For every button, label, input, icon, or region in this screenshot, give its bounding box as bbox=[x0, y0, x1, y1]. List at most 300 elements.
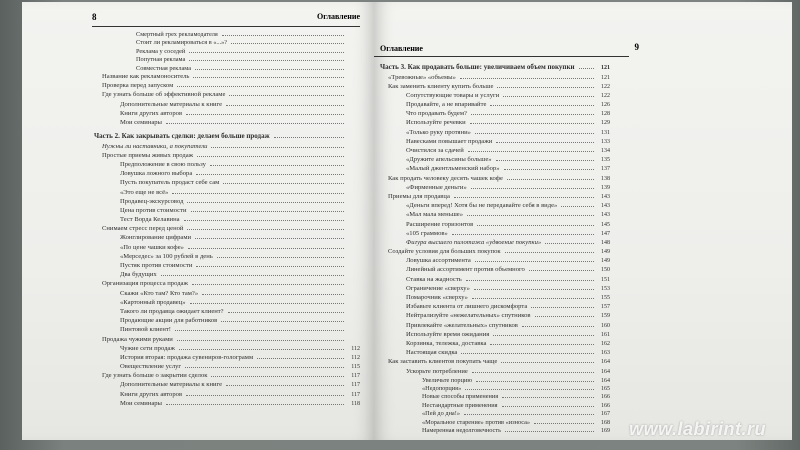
toc-entry bbox=[94, 307, 360, 316]
toc-entry-title: Пусть покупатель продаст себе сам bbox=[120, 179, 220, 187]
toc-entry-title: Нужны ли наставники, а покупатели bbox=[102, 142, 208, 150]
toc-entry-title: Нестандартные применения bbox=[422, 401, 498, 409]
toc-entry-title: Книги других авторов bbox=[120, 390, 183, 398]
toc-entry-page: 147 bbox=[601, 230, 610, 237]
toc-entry bbox=[380, 330, 610, 339]
toc-entry-title: Дополнительные материалы к книге bbox=[120, 100, 223, 108]
toc-entry-page: 148 bbox=[601, 239, 610, 246]
toc-entry-title: «Недопорция» bbox=[422, 385, 462, 393]
toc-entry bbox=[94, 270, 360, 279]
toc-entry-page: 166 bbox=[601, 402, 610, 409]
dot-leader bbox=[452, 229, 594, 235]
toc-entry-title: Чужие сети продаж bbox=[120, 344, 175, 352]
toc-entry-title: Такого ли продавца ожидает клиент? bbox=[120, 307, 224, 315]
toc-entry bbox=[94, 47, 360, 55]
dot-leader bbox=[474, 284, 594, 290]
toc-entry-page: 112 bbox=[351, 345, 360, 352]
toc-entry-title: Избавьте клиента от лишнего дискомфорта bbox=[406, 303, 528, 311]
toc-entry bbox=[94, 380, 360, 389]
toc-entry-page: 143 bbox=[601, 203, 610, 210]
toc-entry-title: «Фирменные деньги» bbox=[406, 183, 467, 191]
right-page-number: 9 bbox=[634, 42, 639, 52]
dot-leader bbox=[187, 224, 344, 230]
toc-entry bbox=[94, 224, 360, 233]
toc-entry bbox=[380, 192, 610, 201]
dot-leader bbox=[193, 72, 344, 78]
dot-leader bbox=[454, 192, 594, 198]
dot-leader bbox=[186, 109, 344, 115]
left-page-header bbox=[92, 12, 360, 27]
dot-leader bbox=[166, 118, 344, 124]
toc-entry-title: «Пей до дна!» bbox=[422, 410, 460, 418]
toc-entry-title: Предположение в свою пользу bbox=[120, 160, 206, 168]
toc-entry bbox=[380, 384, 610, 392]
toc-entry-page: 169 bbox=[601, 428, 610, 435]
dot-leader bbox=[177, 335, 344, 341]
toc-entry bbox=[94, 261, 360, 270]
toc-entry-page: 122 bbox=[601, 92, 610, 99]
toc-entry bbox=[380, 146, 610, 155]
dot-leader bbox=[477, 220, 594, 226]
toc-entry bbox=[94, 118, 360, 127]
toc-entry-title: Создайте условия для больших покупок bbox=[388, 248, 501, 256]
toc-entry-title: Организация процесса продаж bbox=[102, 280, 189, 288]
toc-entry-title: Как заменить клиенту купить больше bbox=[388, 82, 494, 90]
toc-entry-title: Два будущих bbox=[120, 271, 157, 279]
toc-entry-page: 117 bbox=[351, 382, 360, 389]
toc-entry bbox=[380, 91, 610, 100]
toc-entry bbox=[380, 247, 610, 256]
dot-leader bbox=[461, 348, 594, 354]
toc-entry bbox=[94, 362, 360, 371]
toc-entry bbox=[94, 72, 360, 81]
dot-leader bbox=[229, 90, 344, 96]
dot-leader bbox=[561, 201, 594, 207]
toc-entry bbox=[380, 256, 610, 265]
toc-entry-title: Снимаем стресс перед ценой bbox=[102, 225, 184, 233]
toc-entry-page: 126 bbox=[601, 102, 610, 109]
dot-leader bbox=[210, 160, 344, 166]
dot-leader bbox=[184, 215, 344, 221]
toc-entry bbox=[380, 284, 610, 293]
dot-leader bbox=[175, 325, 344, 331]
toc-entry bbox=[94, 30, 360, 38]
dot-leader bbox=[496, 155, 594, 161]
toc-entry bbox=[94, 109, 360, 118]
dot-leader bbox=[579, 63, 594, 69]
dot-leader bbox=[470, 118, 594, 124]
toc-entry-page: 161 bbox=[601, 331, 610, 338]
toc-entry-page: 159 bbox=[601, 313, 610, 320]
toc-entry bbox=[94, 151, 360, 160]
toc-entry bbox=[380, 339, 610, 348]
toc-entry-page: 134 bbox=[601, 148, 610, 154]
dot-leader bbox=[529, 265, 594, 271]
toc-entry bbox=[380, 418, 610, 426]
toc-entry-title: «Только руку протяни» bbox=[406, 128, 471, 136]
toc-entry-title: Привлекайте «желательных» спутников bbox=[406, 321, 518, 329]
dot-leader bbox=[507, 174, 594, 180]
toc-entry bbox=[94, 335, 360, 344]
dot-leader bbox=[221, 316, 344, 322]
dot-leader bbox=[502, 401, 594, 407]
toc-entry-page: 150 bbox=[601, 267, 610, 274]
toc-entry bbox=[380, 229, 610, 238]
dot-leader bbox=[179, 344, 344, 350]
dot-leader bbox=[476, 376, 594, 382]
dot-leader bbox=[186, 390, 344, 396]
toc-entry-title: Где узнать больше об эффективной рекламе bbox=[102, 91, 226, 99]
toc-entry bbox=[380, 293, 610, 302]
dot-leader bbox=[223, 178, 344, 184]
toc-entry-title: Что продавать будем? bbox=[406, 110, 467, 118]
dot-leader bbox=[197, 151, 344, 157]
toc-entry-title: Ставка на жадность bbox=[406, 275, 462, 283]
toc-entry-title: Пинтовой клиент! bbox=[120, 326, 172, 334]
toc-entry bbox=[94, 390, 360, 399]
dot-leader bbox=[231, 38, 344, 44]
toc-entry-page: 115 bbox=[351, 364, 360, 371]
toc-entry bbox=[380, 118, 610, 127]
toc-entry-title: Ограничение «сверху» bbox=[406, 284, 470, 292]
toc-entry bbox=[94, 371, 360, 380]
toc-entry bbox=[94, 325, 360, 334]
toc-entry-title: Проверка перед запуском bbox=[102, 82, 174, 90]
toc-entry bbox=[380, 348, 610, 357]
dot-leader bbox=[211, 142, 344, 148]
toc-entry bbox=[94, 353, 360, 362]
dot-leader bbox=[191, 206, 344, 212]
dot-leader bbox=[472, 367, 594, 373]
dot-leader bbox=[172, 188, 344, 194]
toc-entry-title: Ловушка ложного выбора bbox=[120, 170, 193, 178]
toc-entry-page: 129 bbox=[601, 120, 610, 127]
right-toc bbox=[380, 58, 610, 434]
toc-entry-page: 166 bbox=[601, 394, 610, 401]
toc-entry bbox=[94, 100, 360, 109]
toc-entry-title: Продажа чужими руками bbox=[102, 335, 173, 343]
toc-entry bbox=[380, 62, 610, 73]
toc-entry-page: 149 bbox=[601, 249, 610, 256]
dot-leader bbox=[531, 302, 594, 308]
toc-entry-title: Ускорьте потребление bbox=[406, 367, 468, 375]
open-book bbox=[22, 2, 792, 440]
toc-entry bbox=[94, 160, 360, 169]
toc-entry-title: Фигура высшего пилотажа «удвоение покупки» bbox=[406, 238, 542, 246]
toc-entry-title: «Деньги вперед! Хотя бы не передавайте себя в виде» bbox=[406, 202, 558, 210]
toc-entry-title: «По цене чашки кофе» bbox=[120, 243, 184, 251]
toc-entry-page: 139 bbox=[601, 184, 610, 191]
toc-entry-title: Как продать человеку десять чашек кофе bbox=[388, 174, 503, 182]
dot-leader bbox=[471, 183, 594, 189]
toc-entry bbox=[94, 279, 360, 288]
left-running-head: Оглавление bbox=[317, 12, 360, 21]
toc-entry-title: Жонглирование цифрами bbox=[120, 234, 192, 242]
toc-entry bbox=[94, 289, 360, 298]
toc-entry bbox=[380, 426, 610, 434]
right-page-header bbox=[374, 42, 639, 57]
toc-entry bbox=[380, 238, 610, 247]
toc-entry-title: Помарочник «сверху» bbox=[406, 294, 468, 301]
toc-entry bbox=[94, 64, 360, 72]
toc-entry bbox=[380, 155, 610, 164]
toc-entry-page: 143 bbox=[601, 212, 610, 219]
left-toc bbox=[94, 30, 360, 408]
toc-entry bbox=[94, 298, 360, 307]
toc-entry-title: Навесками повышает продажи bbox=[406, 137, 493, 145]
toc-entry-title: «Моральное старение» против «износа» bbox=[422, 418, 531, 426]
toc-entry-title: Как заставить клиентов покупать чаще bbox=[388, 358, 498, 366]
dot-leader bbox=[522, 321, 594, 327]
toc-entry-page: 168 bbox=[601, 419, 610, 426]
toc-entry bbox=[380, 137, 610, 146]
toc-entry-page: 117 bbox=[351, 373, 360, 380]
dot-leader bbox=[502, 392, 594, 398]
dot-leader bbox=[466, 275, 594, 281]
toc-entry-title: Увеличьте порцию bbox=[422, 376, 473, 384]
dot-leader bbox=[189, 55, 344, 61]
dot-leader bbox=[505, 426, 594, 432]
toc-entry-page: 143 bbox=[601, 193, 610, 200]
dot-leader bbox=[471, 109, 594, 115]
dot-leader bbox=[497, 82, 594, 88]
toc-entry bbox=[380, 392, 610, 400]
toc-entry bbox=[380, 265, 610, 274]
toc-entry-title: Новые способы применения bbox=[422, 393, 499, 401]
dot-leader bbox=[196, 261, 344, 267]
dot-leader bbox=[468, 146, 594, 152]
toc-entry-title: Тест Ворда Келавина bbox=[120, 216, 180, 224]
toc-entry-title: Продающие акции для работников bbox=[120, 317, 218, 325]
toc-entry bbox=[94, 243, 360, 252]
toc-entry-title: Скажи «Кто там? Кто там?» bbox=[120, 289, 199, 297]
toc-entry-page: 162 bbox=[601, 340, 610, 347]
toc-entry-title: Где узнать больше о закрытии сделок bbox=[102, 372, 208, 380]
dot-leader bbox=[161, 270, 344, 276]
toc-entry-page: 138 bbox=[601, 175, 610, 182]
dot-leader bbox=[490, 339, 594, 345]
dot-leader bbox=[226, 380, 344, 386]
toc-entry-title: «Тревожные» «объемы» bbox=[388, 73, 456, 81]
toc-entry-page: 133 bbox=[601, 138, 610, 145]
watermark-logo: www.labirint.ru bbox=[629, 419, 766, 439]
toc-entry-page: 153 bbox=[601, 285, 610, 292]
toc-entry-title: «105 граммов» bbox=[406, 229, 448, 237]
dot-leader bbox=[545, 238, 594, 244]
toc-entry-title: «Малый джентльменский набор» bbox=[406, 165, 500, 173]
toc-entry-page: 121 bbox=[601, 65, 610, 71]
toc-entry-title: Книги других авторов bbox=[120, 109, 183, 117]
toc-entry-page: 112 bbox=[351, 354, 360, 361]
toc-entry-page: 118 bbox=[351, 400, 360, 407]
dot-leader bbox=[503, 91, 594, 97]
dot-leader bbox=[467, 210, 594, 216]
dot-leader bbox=[490, 100, 594, 106]
toc-entry-page: 164 bbox=[601, 368, 610, 375]
toc-entry bbox=[380, 210, 610, 219]
toc-entry-title: История вторая: продажа сувениров-голограмм bbox=[120, 353, 254, 361]
toc-entry-title: Смертный грех рекламодателя bbox=[136, 31, 218, 38]
dot-leader bbox=[534, 418, 594, 424]
dot-leader bbox=[496, 137, 594, 143]
toc-entry-page: 149 bbox=[601, 258, 610, 265]
toc-entry-title: Ловушка ассортимента bbox=[406, 257, 471, 265]
toc-entry bbox=[380, 109, 610, 118]
dot-leader bbox=[190, 298, 344, 304]
toc-entry-title: Часть 3. Как продавать больше: увеличиваем объем покупки bbox=[380, 63, 575, 71]
left-page-number: 8 bbox=[92, 12, 97, 22]
toc-entry-title: «Дружите апельсины больше» bbox=[406, 156, 492, 164]
toc-entry bbox=[380, 201, 610, 210]
toc-entry-page: 128 bbox=[601, 111, 610, 118]
toc-entry bbox=[94, 206, 360, 215]
toc-entry bbox=[94, 252, 360, 261]
dot-leader bbox=[202, 289, 344, 295]
dot-leader bbox=[222, 30, 344, 36]
toc-entry-title: Совместная реклама bbox=[136, 64, 192, 72]
toc-entry bbox=[380, 401, 610, 409]
toc-entry-title: Цена против стоимости bbox=[120, 206, 187, 214]
toc-entry bbox=[94, 131, 360, 142]
dot-leader bbox=[217, 252, 344, 258]
toc-entry-title: Очистился за сдачей bbox=[406, 147, 464, 154]
toc-entry bbox=[94, 38, 360, 46]
toc-entry-page: 167 bbox=[601, 411, 610, 418]
toc-entry-title: Стоит ли рекламироваться в «...»? bbox=[136, 39, 228, 47]
dot-leader bbox=[504, 164, 594, 170]
right-page bbox=[374, 2, 792, 440]
toc-entry bbox=[94, 197, 360, 206]
dot-leader bbox=[475, 128, 594, 134]
toc-entry-page: 157 bbox=[601, 304, 610, 311]
toc-entry-title: Продавайте, а не впаривайте bbox=[406, 101, 487, 109]
toc-entry-title: Расширение горизонтов bbox=[406, 220, 474, 228]
toc-entry-page: 164 bbox=[601, 359, 610, 366]
dot-leader bbox=[460, 73, 594, 79]
toc-entry bbox=[380, 100, 610, 109]
toc-entry-title: Название как рекламоноситель bbox=[102, 72, 190, 80]
toc-entry-title: «Мал мала меньше» bbox=[406, 211, 463, 219]
toc-entry bbox=[94, 188, 360, 197]
toc-entry bbox=[380, 128, 610, 137]
toc-entry-page: 131 bbox=[601, 129, 610, 136]
toc-entry-title: Часть 2. Как закрывать сделки: делаем больше продаж bbox=[94, 132, 270, 141]
toc-entry bbox=[380, 357, 610, 366]
toc-entry bbox=[94, 316, 360, 325]
toc-entry bbox=[380, 73, 610, 82]
dot-leader bbox=[187, 197, 344, 203]
toc-entry-title: Простые приемы живых продаж bbox=[102, 151, 194, 159]
toc-entry-title: «Мерседес» за 100 рублей в день bbox=[120, 252, 213, 260]
dot-leader bbox=[188, 243, 344, 249]
toc-entry-page: 165 bbox=[601, 386, 610, 393]
toc-entry-title: Линейный ассортимент против объемного bbox=[406, 266, 525, 274]
toc-entry bbox=[94, 399, 360, 408]
toc-entry bbox=[380, 220, 610, 229]
dot-leader bbox=[189, 47, 344, 53]
toc-entry-title: Нейтрализуйте «нежелательных» спутников bbox=[406, 312, 531, 320]
dot-leader bbox=[226, 100, 344, 106]
dot-leader bbox=[228, 307, 344, 313]
toc-entry-page: 163 bbox=[601, 350, 610, 357]
dot-leader bbox=[177, 81, 344, 87]
toc-entry bbox=[94, 90, 360, 99]
dot-leader bbox=[472, 293, 594, 299]
right-running-head: Оглавление bbox=[380, 44, 423, 53]
dot-leader bbox=[464, 409, 594, 415]
toc-entry bbox=[380, 302, 610, 311]
toc-entry-title: Сопутствующие товары и услуги bbox=[406, 91, 500, 99]
dot-leader bbox=[257, 353, 344, 359]
toc-entry bbox=[94, 169, 360, 178]
toc-entry-page: 160 bbox=[601, 322, 610, 329]
toc-entry-title: Используйте время ожидания bbox=[406, 330, 490, 338]
dot-leader bbox=[196, 169, 344, 175]
toc-entry-title: Мои семинары bbox=[120, 118, 162, 126]
toc-entry-title: Овеществление услуг bbox=[120, 363, 182, 371]
toc-entry bbox=[380, 311, 610, 320]
dot-leader bbox=[274, 132, 344, 138]
toc-entry-title: Дополнительные материалы к книге bbox=[120, 381, 223, 389]
dot-leader bbox=[505, 247, 594, 253]
toc-entry-page: 151 bbox=[601, 276, 610, 283]
dot-leader bbox=[185, 362, 344, 368]
toc-entry-title: Попутная реклама bbox=[136, 56, 186, 64]
toc-entry bbox=[94, 344, 360, 353]
toc-entry-title: «Картонный продавец» bbox=[120, 298, 186, 306]
toc-entry bbox=[380, 321, 610, 330]
toc-entry-page: 137 bbox=[601, 166, 610, 173]
toc-entry-page: 164 bbox=[601, 377, 610, 384]
toc-entry-title: Намеренная недолговечность bbox=[422, 427, 501, 435]
dot-leader bbox=[475, 256, 594, 262]
toc-entry-page: 145 bbox=[601, 221, 610, 228]
toc-entry-title: Мои семинары bbox=[120, 399, 162, 407]
dot-leader bbox=[195, 233, 344, 239]
toc-entry-page: 135 bbox=[601, 157, 610, 164]
toc-entry bbox=[94, 215, 360, 224]
dot-leader bbox=[166, 399, 344, 405]
dot-leader bbox=[465, 384, 594, 390]
toc-entry bbox=[94, 233, 360, 242]
toc-entry-page: 121 bbox=[601, 74, 610, 81]
dot-leader bbox=[501, 357, 594, 363]
toc-entry bbox=[380, 275, 610, 284]
dot-leader bbox=[211, 371, 344, 377]
toc-entry bbox=[380, 409, 610, 417]
toc-entry bbox=[94, 81, 360, 90]
toc-entry bbox=[380, 376, 610, 384]
toc-entry-title: Продавец-экскурсовод bbox=[120, 197, 184, 205]
toc-entry bbox=[380, 174, 610, 183]
toc-entry-title: Реклама у соседей bbox=[136, 47, 186, 55]
toc-entry-page: 122 bbox=[601, 83, 610, 90]
toc-entry-title: Корзинка, тележка, доставка bbox=[406, 339, 487, 347]
toc-entry-title: Приемы для продавца bbox=[388, 192, 450, 200]
toc-entry-page: 155 bbox=[601, 295, 610, 301]
toc-entry bbox=[380, 164, 610, 173]
toc-entry-title: «Это еще не всё» bbox=[120, 188, 169, 196]
dot-leader bbox=[195, 64, 344, 70]
toc-entry bbox=[94, 178, 360, 187]
toc-entry bbox=[380, 82, 610, 91]
toc-entry-page: 117 bbox=[351, 391, 360, 398]
toc-entry-title: Используйте речевки bbox=[406, 119, 466, 127]
dot-leader bbox=[493, 330, 594, 336]
dot-leader bbox=[192, 279, 344, 285]
toc-entry bbox=[94, 55, 360, 63]
toc-entry-title: Настоящая скидка bbox=[406, 349, 458, 357]
